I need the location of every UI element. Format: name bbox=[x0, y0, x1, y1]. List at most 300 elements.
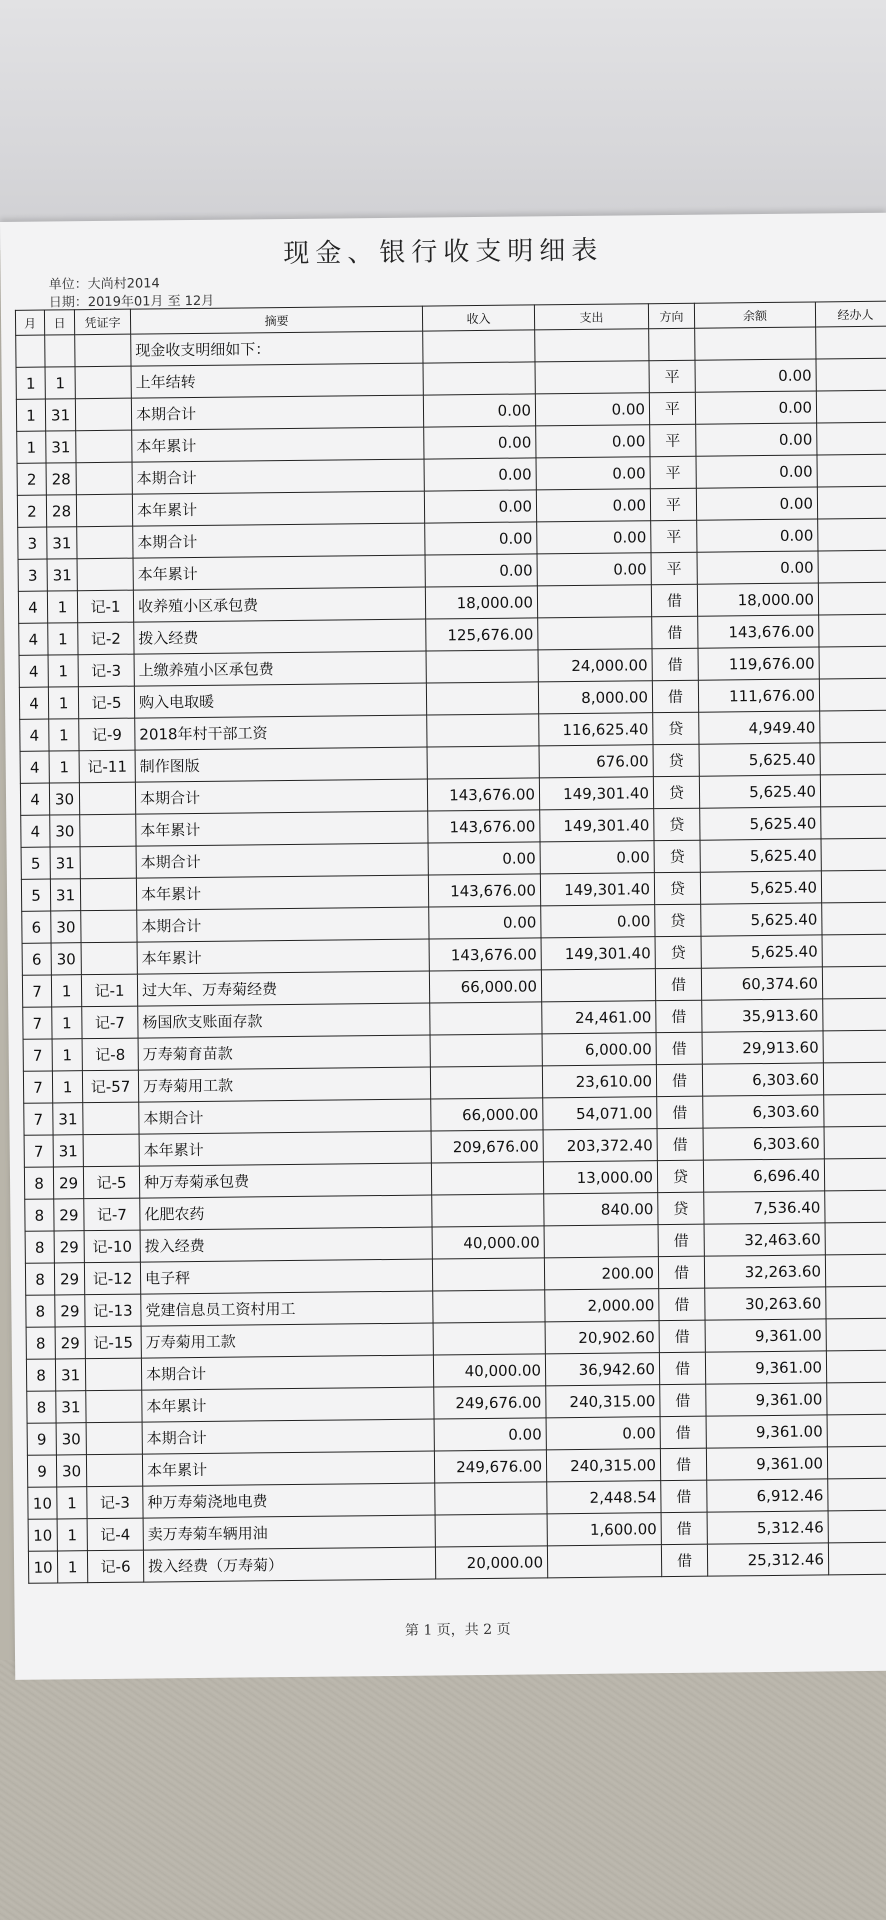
cell-direction: 借 bbox=[657, 1128, 703, 1160]
cell-handler bbox=[823, 1062, 886, 1095]
cell-direction: 借 bbox=[652, 680, 698, 712]
cell-month: 8 bbox=[25, 1199, 54, 1231]
cell-balance: 18,000.00 bbox=[697, 583, 818, 616]
cell-voucher: 记-4 bbox=[87, 1518, 143, 1551]
cell-handler bbox=[817, 454, 886, 487]
cell-handler bbox=[828, 1478, 886, 1511]
cell-expense: 54,071.00 bbox=[543, 1097, 657, 1130]
cell-income: 40,000.00 bbox=[432, 1226, 544, 1259]
cell-direction: 借 bbox=[655, 968, 701, 1000]
cell-income: 0.00 bbox=[423, 394, 535, 427]
cell-month: 4 bbox=[20, 783, 49, 815]
cell-direction: 借 bbox=[657, 1096, 703, 1128]
cell-direction: 贷 bbox=[655, 904, 701, 936]
cell-voucher bbox=[80, 878, 136, 911]
cell-expense: 0.00 bbox=[536, 425, 650, 458]
cell-handler bbox=[816, 358, 886, 391]
cell-income bbox=[427, 714, 539, 747]
cell-balance: 5,625.40 bbox=[701, 903, 822, 936]
cell-expense: 0.00 bbox=[541, 905, 655, 938]
cell-income: 0.00 bbox=[424, 426, 536, 459]
cell-balance: 119,676.00 bbox=[698, 647, 819, 680]
cell-balance: 9,361.00 bbox=[706, 1415, 827, 1448]
cell-month: 7 bbox=[24, 1135, 53, 1167]
cell-balance: 29,913.60 bbox=[702, 1031, 823, 1064]
cell-voucher bbox=[77, 526, 133, 559]
cell-handler bbox=[819, 614, 886, 647]
cell-balance: 9,361.00 bbox=[705, 1319, 826, 1352]
cell-handler bbox=[827, 1446, 886, 1479]
cell-expense bbox=[541, 969, 655, 1002]
cell-income: 0.00 bbox=[425, 554, 537, 587]
cell-direction: 平 bbox=[651, 552, 697, 584]
col-month: 月 bbox=[15, 310, 44, 335]
cell-direction: 贷 bbox=[655, 936, 701, 968]
cell-voucher bbox=[80, 814, 136, 847]
cell-direction: 贷 bbox=[658, 1192, 704, 1224]
cell-day: 31 bbox=[53, 1135, 83, 1167]
cell-summary: 万寿菊用工款 bbox=[141, 1323, 433, 1358]
page-footer: 第 1 页，共 2 页 bbox=[404, 1621, 511, 1639]
cell-summary: 2018年村干部工资 bbox=[135, 715, 427, 750]
cell-day: 31 bbox=[50, 879, 80, 911]
cell-day: 1 bbox=[48, 687, 78, 719]
cell-day: 30 bbox=[56, 1455, 86, 1487]
cell-voucher: 记-12 bbox=[84, 1262, 140, 1295]
cell-day: 30 bbox=[50, 815, 80, 847]
cell-handler bbox=[820, 742, 886, 775]
cell-day: 30 bbox=[56, 1423, 86, 1455]
cell-month: 4 bbox=[20, 751, 49, 783]
cell-income bbox=[433, 1322, 545, 1355]
cell-income: 249,676.00 bbox=[434, 1450, 546, 1483]
cell-balance: 0.00 bbox=[695, 359, 816, 392]
cell-voucher: 记-57 bbox=[82, 1070, 138, 1103]
cell-balance bbox=[695, 327, 816, 360]
cell-voucher bbox=[86, 1422, 142, 1455]
cell-direction: 贷 bbox=[653, 744, 699, 776]
cell-handler bbox=[824, 1126, 886, 1159]
cell-expense bbox=[547, 1545, 661, 1578]
ledger-table bbox=[15, 301, 886, 1584]
cell-income bbox=[432, 1258, 544, 1291]
cell-voucher: 记-11 bbox=[79, 750, 135, 783]
cell-summary: 上缴养殖小区承包费 bbox=[134, 651, 426, 686]
cell-day: 30 bbox=[49, 783, 79, 815]
cell-direction bbox=[649, 328, 695, 360]
cell-handler bbox=[826, 1318, 886, 1351]
cell-balance: 0.00 bbox=[696, 423, 817, 456]
cell-handler bbox=[820, 710, 886, 743]
cell-day: 1 bbox=[57, 1551, 87, 1583]
cell-month: 1 bbox=[16, 367, 45, 399]
cell-handler bbox=[823, 998, 886, 1031]
cell-expense: 116,625.40 bbox=[539, 713, 653, 746]
cell-summary: 本期合计 bbox=[135, 779, 427, 814]
cell-day: 28 bbox=[46, 495, 76, 527]
cell-month: 9 bbox=[27, 1423, 56, 1455]
cell-income: 0.00 bbox=[428, 842, 540, 875]
cell-day: 1 bbox=[47, 591, 77, 623]
cell-balance: 5,312.46 bbox=[707, 1511, 828, 1544]
cell-day bbox=[45, 335, 75, 367]
cell-income: 0.00 bbox=[424, 458, 536, 491]
cell-month: 8 bbox=[26, 1359, 55, 1391]
cell-income: 143,676.00 bbox=[429, 938, 541, 971]
cell-balance: 30,263.60 bbox=[705, 1287, 826, 1320]
cell-day: 1 bbox=[45, 367, 75, 399]
cell-expense: 24,000.00 bbox=[538, 649, 652, 682]
cell-summary: 本期合计 bbox=[142, 1419, 434, 1454]
cell-voucher: 记-8 bbox=[82, 1038, 138, 1071]
cell-income bbox=[432, 1194, 544, 1227]
cell-direction: 贷 bbox=[653, 712, 699, 744]
cell-expense bbox=[535, 361, 649, 394]
cell-expense: 0.00 bbox=[537, 553, 651, 586]
cell-handler bbox=[825, 1190, 886, 1223]
cell-summary: 本年累计 bbox=[137, 939, 429, 974]
cell-balance: 0.00 bbox=[697, 519, 818, 552]
cell-direction: 借 bbox=[659, 1320, 705, 1352]
cell-day: 28 bbox=[46, 463, 76, 495]
cell-expense: 149,301.40 bbox=[539, 777, 653, 810]
cell-handler bbox=[818, 582, 886, 615]
cell-handler bbox=[822, 966, 886, 999]
cell-summary: 上年结转 bbox=[131, 363, 423, 398]
col-day: 日 bbox=[44, 310, 74, 335]
cell-balance: 60,374.60 bbox=[701, 967, 822, 1000]
cell-expense bbox=[535, 329, 649, 362]
cell-summary: 收养殖小区承包费 bbox=[133, 587, 425, 622]
cell-summary: 拨入经费（万寿菊） bbox=[143, 1547, 435, 1582]
cell-month: 4 bbox=[19, 655, 48, 687]
cell-direction: 借 bbox=[660, 1384, 706, 1416]
cell-handler bbox=[822, 934, 886, 967]
cell-income: 125,676.00 bbox=[426, 618, 538, 651]
cell-direction: 借 bbox=[660, 1448, 706, 1480]
cell-expense: 2,000.00 bbox=[545, 1289, 659, 1322]
cell-day: 31 bbox=[45, 399, 75, 431]
cell-income: 143,676.00 bbox=[427, 778, 539, 811]
cell-income bbox=[423, 330, 535, 363]
cell-day: 1 bbox=[57, 1487, 87, 1519]
cell-balance: 5,625.40 bbox=[701, 935, 822, 968]
cell-direction: 借 bbox=[656, 1064, 702, 1096]
cell-balance: 5,625.40 bbox=[700, 807, 821, 840]
cell-balance: 6,696.40 bbox=[703, 1159, 824, 1192]
cell-direction: 平 bbox=[651, 520, 697, 552]
cell-direction: 借 bbox=[656, 1000, 702, 1032]
cell-voucher: 记-1 bbox=[77, 590, 133, 623]
cell-month: 3 bbox=[18, 559, 47, 591]
cell-day: 30 bbox=[51, 911, 81, 943]
cell-month: 2 bbox=[17, 463, 46, 495]
cell-voucher bbox=[81, 942, 137, 975]
cell-expense: 13,000.00 bbox=[543, 1161, 657, 1194]
cell-income bbox=[426, 682, 538, 715]
cell-balance: 6,303.60 bbox=[703, 1127, 824, 1160]
cell-summary: 本年累计 bbox=[132, 491, 424, 526]
cell-income: 0.00 bbox=[424, 490, 536, 523]
ledger-sheet bbox=[0, 213, 886, 1680]
cell-handler bbox=[828, 1510, 886, 1543]
cell-handler bbox=[824, 1158, 886, 1191]
cell-income: 209,676.00 bbox=[431, 1130, 543, 1163]
cell-direction: 平 bbox=[650, 456, 696, 488]
cell-balance: 0.00 bbox=[696, 487, 817, 520]
cell-direction: 借 bbox=[661, 1512, 707, 1544]
col-voucher: 凭证字 bbox=[74, 309, 130, 335]
cell-summary: 化肥农药 bbox=[140, 1195, 432, 1230]
cell-voucher bbox=[77, 558, 133, 591]
cell-summary: 万寿菊育苗款 bbox=[138, 1035, 430, 1070]
cell-month bbox=[16, 335, 45, 367]
cell-day: 29 bbox=[54, 1199, 84, 1231]
cell-income: 66,000.00 bbox=[429, 970, 541, 1003]
cell-income bbox=[427, 746, 539, 779]
cell-direction: 贷 bbox=[654, 872, 700, 904]
cell-summary: 卖万寿菊车辆用油 bbox=[143, 1515, 435, 1550]
cell-month: 4 bbox=[21, 815, 50, 847]
cell-summary: 本期合计 bbox=[137, 907, 429, 942]
cell-handler bbox=[825, 1222, 886, 1255]
floor-surface bbox=[0, 1660, 886, 1920]
cell-direction: 借 bbox=[661, 1480, 707, 1512]
cell-summary: 万寿菊用工款 bbox=[138, 1067, 430, 1102]
cell-income: 40,000.00 bbox=[433, 1354, 545, 1387]
cell-voucher: 记-13 bbox=[85, 1294, 141, 1327]
page-title: 现金、银行收支明细表 bbox=[283, 235, 604, 270]
cell-handler bbox=[821, 806, 886, 839]
cell-voucher: 记-10 bbox=[84, 1230, 140, 1263]
cell-handler bbox=[819, 646, 886, 679]
cell-voucher: 记-7 bbox=[82, 1006, 138, 1039]
cell-balance: 32,263.60 bbox=[704, 1255, 825, 1288]
cell-month: 10 bbox=[28, 1519, 57, 1551]
cell-voucher: 记-7 bbox=[84, 1198, 140, 1231]
cell-day: 1 bbox=[49, 751, 79, 783]
cell-summary: 本期合计 bbox=[131, 395, 423, 430]
cell-summary: 本年累计 bbox=[139, 1131, 431, 1166]
cell-expense: 240,315.00 bbox=[546, 1385, 660, 1418]
cell-income bbox=[430, 1034, 542, 1067]
cell-balance: 9,361.00 bbox=[705, 1351, 826, 1384]
cell-voucher bbox=[85, 1358, 141, 1391]
cell-voucher: 记-5 bbox=[78, 686, 134, 719]
cell-month: 3 bbox=[18, 527, 47, 559]
cell-expense: 149,301.40 bbox=[540, 809, 654, 842]
cell-balance: 35,913.60 bbox=[702, 999, 823, 1032]
cell-month: 4 bbox=[19, 623, 48, 655]
cell-day: 1 bbox=[48, 655, 78, 687]
cell-direction: 借 bbox=[651, 584, 697, 616]
cell-day: 29 bbox=[53, 1167, 83, 1199]
cell-income: 249,676.00 bbox=[434, 1386, 546, 1419]
cell-balance: 0.00 bbox=[697, 551, 818, 584]
cell-day: 31 bbox=[46, 431, 76, 463]
cell-day: 31 bbox=[55, 1359, 85, 1391]
cell-summary: 本年累计 bbox=[132, 427, 424, 462]
cell-month: 10 bbox=[28, 1487, 57, 1519]
cell-month: 6 bbox=[22, 943, 51, 975]
cell-expense: 6,000.00 bbox=[542, 1033, 656, 1066]
cell-balance: 25,312.46 bbox=[707, 1543, 828, 1576]
cell-direction: 贷 bbox=[654, 840, 700, 872]
cell-voucher: 记-2 bbox=[78, 622, 134, 655]
cell-month: 4 bbox=[20, 719, 49, 751]
cell-expense: 0.00 bbox=[536, 489, 650, 522]
cell-voucher bbox=[80, 846, 136, 879]
cell-voucher: 记-5 bbox=[83, 1166, 139, 1199]
cell-voucher bbox=[86, 1390, 142, 1423]
cell-handler bbox=[820, 774, 886, 807]
cell-month: 8 bbox=[26, 1327, 55, 1359]
cell-expense: 0.00 bbox=[535, 393, 649, 426]
cell-summary: 本期合计 bbox=[136, 843, 428, 878]
cell-expense bbox=[538, 617, 652, 650]
cell-expense: 20,902.60 bbox=[545, 1321, 659, 1354]
cell-direction: 借 bbox=[659, 1352, 705, 1384]
cell-month: 5 bbox=[21, 879, 50, 911]
cell-summary: 拨入经费 bbox=[134, 619, 426, 654]
cell-expense: 0.00 bbox=[540, 841, 654, 874]
cell-day: 1 bbox=[49, 719, 79, 751]
cell-voucher: 记-1 bbox=[81, 974, 137, 1007]
cell-handler bbox=[826, 1286, 886, 1319]
cell-expense bbox=[537, 585, 651, 618]
col-expense: 支出 bbox=[534, 304, 648, 330]
cell-balance: 5,625.40 bbox=[700, 871, 821, 904]
cell-month: 8 bbox=[25, 1263, 54, 1295]
cell-voucher: 记-6 bbox=[87, 1550, 143, 1583]
cell-income bbox=[423, 362, 535, 395]
cell-direction: 借 bbox=[658, 1256, 704, 1288]
cell-handler bbox=[827, 1382, 886, 1415]
cell-day: 29 bbox=[55, 1295, 85, 1327]
col-direction: 方向 bbox=[648, 303, 694, 328]
cell-handler bbox=[827, 1414, 886, 1447]
cell-summary: 本年累计 bbox=[142, 1451, 434, 1486]
cell-day: 31 bbox=[47, 527, 77, 559]
cell-handler bbox=[817, 486, 886, 519]
cell-expense: 149,301.40 bbox=[540, 873, 654, 906]
cell-direction: 借 bbox=[658, 1224, 704, 1256]
cell-income: 0.00 bbox=[425, 522, 537, 555]
cell-day: 29 bbox=[54, 1263, 84, 1295]
cell-income bbox=[435, 1514, 547, 1547]
cell-handler bbox=[825, 1254, 886, 1287]
cell-handler bbox=[818, 550, 886, 583]
cell-balance: 4,949.40 bbox=[699, 711, 820, 744]
cell-month: 7 bbox=[23, 1039, 52, 1071]
cell-summary: 购入电取暖 bbox=[134, 683, 426, 718]
cell-balance: 7,536.40 bbox=[704, 1191, 825, 1224]
cell-day: 1 bbox=[51, 975, 81, 1007]
cell-balance: 6,303.60 bbox=[702, 1063, 823, 1096]
cell-voucher bbox=[79, 782, 135, 815]
cell-voucher bbox=[86, 1454, 142, 1487]
cell-voucher: 记-15 bbox=[85, 1326, 141, 1359]
cell-voucher bbox=[83, 1102, 139, 1135]
cell-expense: 0.00 bbox=[536, 457, 650, 490]
cell-income bbox=[431, 1162, 543, 1195]
cell-summary: 本期合计 bbox=[141, 1355, 433, 1390]
cell-income: 20,000.00 bbox=[435, 1546, 547, 1579]
cell-balance: 5,625.40 bbox=[699, 775, 820, 808]
cell-income: 143,676.00 bbox=[428, 874, 540, 907]
cell-handler bbox=[818, 518, 886, 551]
cell-direction: 借 bbox=[660, 1416, 706, 1448]
cell-summary: 本期合计 bbox=[132, 459, 424, 494]
cell-balance: 111,676.00 bbox=[698, 679, 819, 712]
cell-day: 29 bbox=[54, 1231, 84, 1263]
cell-income: 18,000.00 bbox=[425, 586, 537, 619]
cell-voucher: 记-9 bbox=[79, 718, 135, 751]
cell-direction: 借 bbox=[659, 1288, 705, 1320]
cell-expense: 203,372.40 bbox=[543, 1129, 657, 1162]
cell-direction: 借 bbox=[652, 616, 698, 648]
cell-summary: 本期合计 bbox=[133, 523, 425, 558]
cell-day: 1 bbox=[52, 1039, 82, 1071]
cell-income bbox=[426, 650, 538, 683]
cell-month: 1 bbox=[16, 399, 45, 431]
col-income: 收入 bbox=[422, 305, 534, 331]
cell-expense: 200.00 bbox=[544, 1257, 658, 1290]
cell-direction: 借 bbox=[661, 1544, 707, 1576]
cell-expense: 1,600.00 bbox=[547, 1513, 661, 1546]
cell-voucher bbox=[76, 430, 132, 463]
cell-voucher: 记-3 bbox=[87, 1486, 143, 1519]
cell-expense: 840.00 bbox=[544, 1193, 658, 1226]
col-summary: 摘要 bbox=[130, 306, 422, 334]
cell-income bbox=[435, 1482, 547, 1515]
cell-month: 7 bbox=[24, 1103, 53, 1135]
cell-balance: 5,625.40 bbox=[699, 743, 820, 776]
cell-balance: 32,463.60 bbox=[704, 1223, 825, 1256]
cell-balance: 9,361.00 bbox=[706, 1383, 827, 1416]
cell-day: 1 bbox=[52, 1007, 82, 1039]
col-handler: 经办人 bbox=[815, 301, 886, 327]
cell-balance: 5,625.40 bbox=[700, 839, 821, 872]
cell-voucher bbox=[76, 462, 132, 495]
cell-month: 7 bbox=[23, 1071, 52, 1103]
cell-day: 30 bbox=[51, 943, 81, 975]
cell-day: 1 bbox=[57, 1519, 87, 1551]
cell-month: 7 bbox=[23, 1007, 52, 1039]
cell-day: 31 bbox=[50, 847, 80, 879]
cell-voucher bbox=[83, 1134, 139, 1167]
cell-voucher bbox=[75, 398, 131, 431]
cell-direction: 贷 bbox=[653, 776, 699, 808]
cell-voucher bbox=[75, 366, 131, 399]
cell-direction: 借 bbox=[652, 648, 698, 680]
cell-month: 5 bbox=[21, 847, 50, 879]
cell-summary: 党建信息员工资村用工 bbox=[141, 1291, 433, 1326]
cell-expense: 0.00 bbox=[546, 1417, 660, 1450]
cell-day: 1 bbox=[52, 1071, 82, 1103]
cell-handler bbox=[823, 1030, 886, 1063]
background-page bbox=[0, 0, 886, 250]
cell-voucher bbox=[81, 910, 137, 943]
cell-summary: 种万寿菊浇地电费 bbox=[143, 1483, 435, 1518]
cell-expense: 240,315.00 bbox=[546, 1449, 660, 1482]
cell-income: 143,676.00 bbox=[428, 810, 540, 843]
cell-direction: 平 bbox=[649, 392, 695, 424]
cell-expense: 2,448.54 bbox=[547, 1481, 661, 1514]
cell-direction: 平 bbox=[650, 488, 696, 520]
cell-voucher: 记-3 bbox=[78, 654, 134, 687]
cell-handler bbox=[817, 422, 886, 455]
